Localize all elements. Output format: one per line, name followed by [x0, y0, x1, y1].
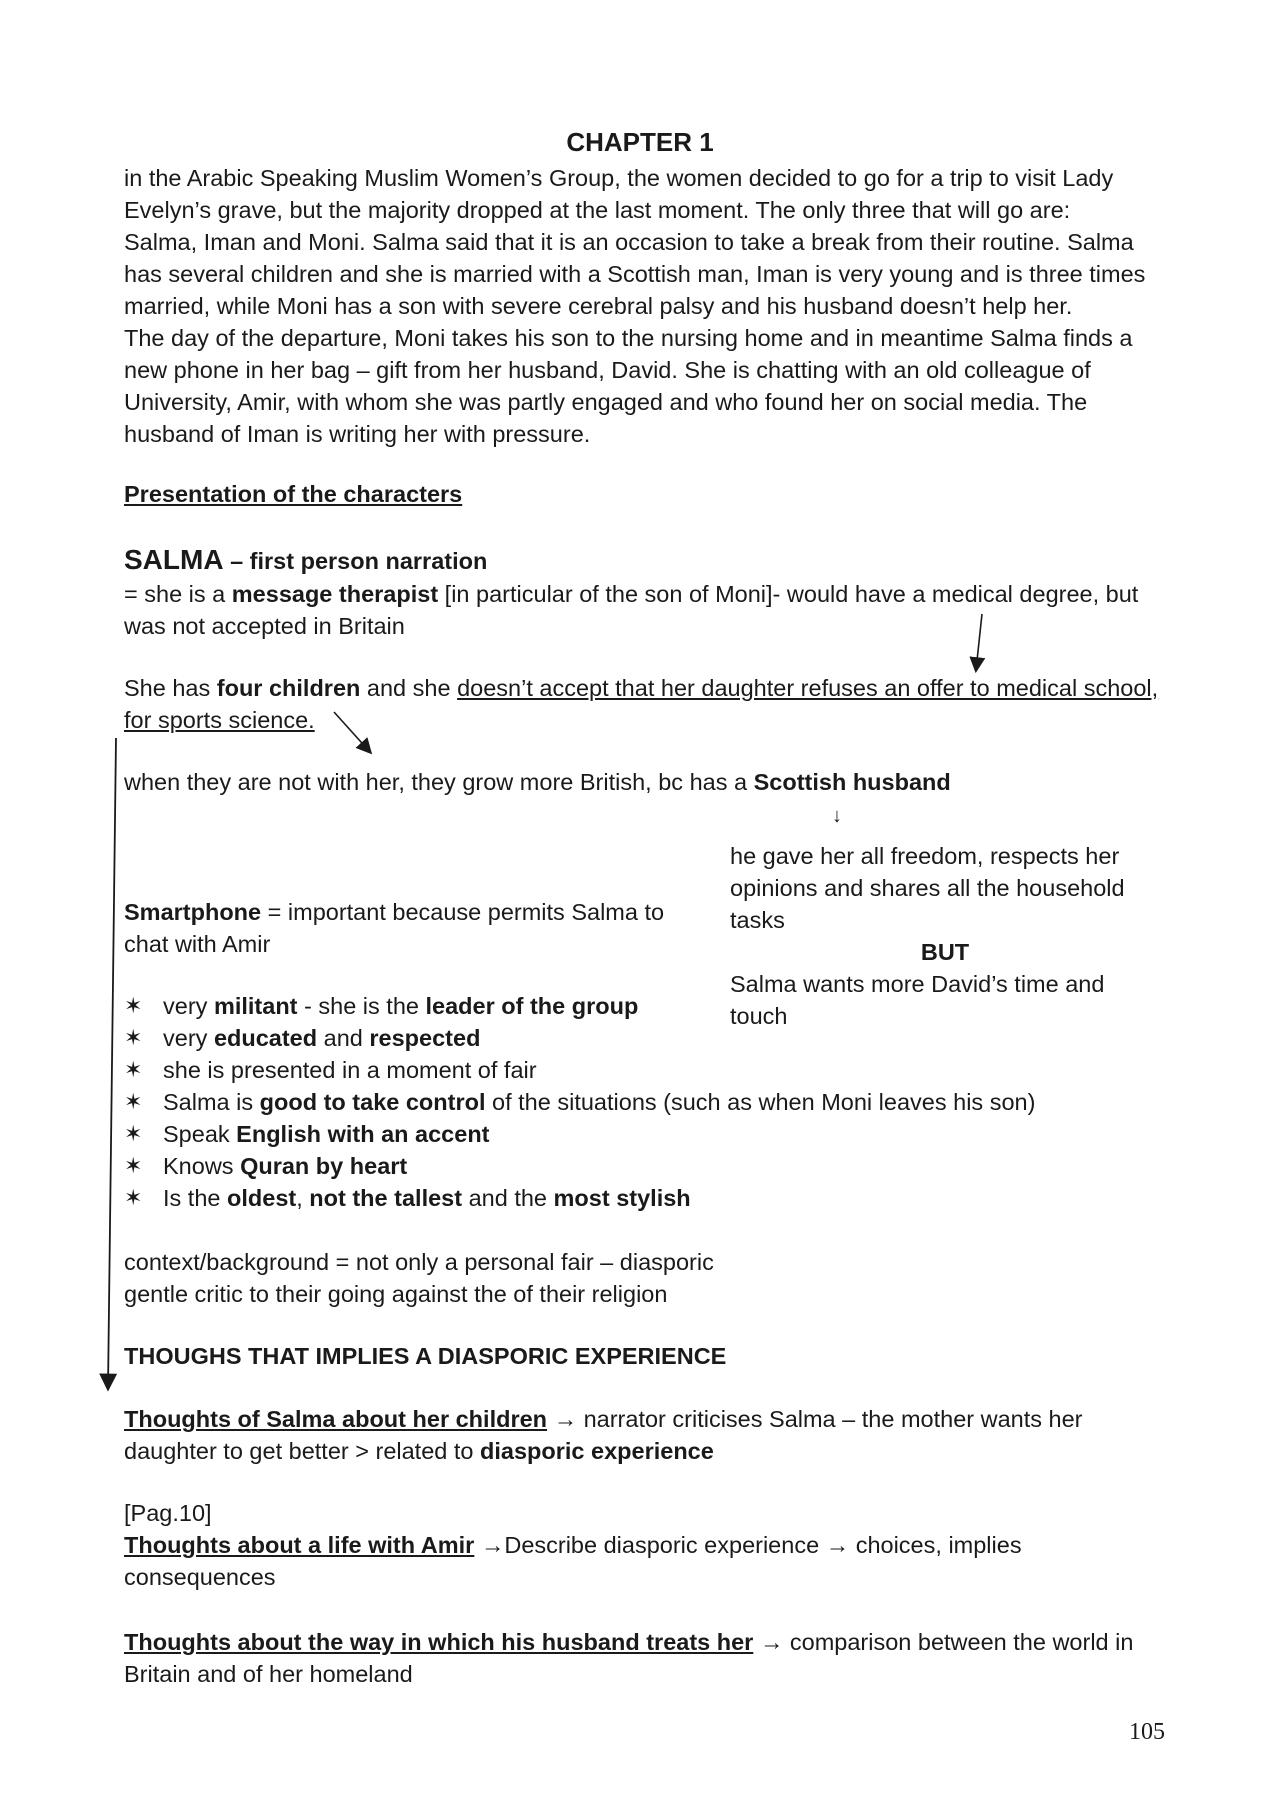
trait-text: Is the oldest, not the tallest and the most stylish: [163, 1185, 691, 1211]
trait-item: [124, 1054, 1035, 1086]
husband-description: he gave her all freedom, respects her opinions and shares all the household tasks: [730, 843, 1125, 933]
salma-name: SALMA: [124, 544, 224, 575]
salma-job-line2: was not accepted in Britain: [124, 613, 405, 639]
page-reference: [Pag.10]: [124, 1500, 212, 1526]
arrow-to-medical-school-icon: [976, 614, 982, 670]
trait-text: very militant - she is the leader of the group: [163, 993, 639, 1019]
intro-line: new phone in her bag – gift from her husband, David. She is chatting with an old colleague of: [124, 357, 1091, 383]
thoughs-heading: THOUGHS THAT IMPLIES A DIASPORIC EXPERIENCE: [124, 1343, 727, 1369]
down-arrow-icon: ↓: [832, 805, 842, 827]
smartphone-bold: Smartphone: [124, 899, 262, 925]
trait-item: [124, 1022, 1035, 1054]
thoughts-amir-line: Thoughts about a life with Amir →Describe diasporic experience → choices, implies: [124, 1532, 1022, 1558]
trait-item: [124, 1150, 1035, 1182]
trait-item: [124, 990, 1035, 1022]
right-arrow-icon: →: [825, 1532, 850, 1558]
smartphone-line: Smartphone = important because permits Salma to: [124, 899, 665, 925]
children-line2: for sports science.: [124, 707, 315, 733]
trait-text: Speak English with an accent: [163, 1121, 490, 1147]
children-bold: four children: [216, 675, 361, 701]
thoughts-husband-line2: Britain and of her homeland: [124, 1661, 413, 1687]
thoughts-children-heading: Thoughts of Salma about her children: [124, 1406, 548, 1432]
trait-text: Knows Quran by heart: [163, 1153, 408, 1179]
but-label: BUT: [920, 939, 970, 965]
intro-line: University, Amir, with whom she was partly engaged and who found her on social media. The: [124, 389, 1088, 415]
smartphone-line2: chat with Amir: [124, 931, 271, 957]
intro-line: married, while Moni has a son with severe cerebral palsy and his husband doesn’t help her.: [124, 293, 1073, 319]
right-arrow-icon: →: [759, 1629, 784, 1655]
page-number: 105: [1129, 1719, 1165, 1745]
intro-line: has several children and she is married with a Scottish man, Iman is very young and is three times: [124, 261, 1146, 287]
presentation-heading-text: Presentation of the characters: [124, 481, 463, 507]
intro-line: Salma, Iman and Moni. Salma said that it is an occasion to take a break from their routine. Salma: [124, 229, 1134, 255]
trait-text: she is presented in a moment of fair: [163, 1057, 537, 1083]
vertical-side-arrow-icon: [108, 738, 116, 1388]
bullet-star-icon: ✶: [124, 1025, 143, 1050]
trait-text: very educated and respected: [163, 1025, 481, 1051]
wants-description: Salma wants more David’s time and touch: [730, 971, 1105, 1029]
thoughts-children-line: Thoughts of Salma about her children → narrator criticises Salma – the mother wants her: [124, 1406, 1083, 1432]
trait-item: [124, 1086, 1035, 1118]
thoughts-children-line2: daughter to get better > related to diasporic experience: [124, 1438, 714, 1464]
job-bold: message therapist: [231, 581, 439, 607]
bullet-star-icon: ✶: [124, 1089, 143, 1114]
bullet-star-icon: ✶: [124, 1121, 143, 1146]
bullet-star-icon: ✶: [124, 1153, 143, 1178]
right-arrow-icon: →: [553, 1406, 578, 1432]
intro-line: Evelyn’s grave, but the majority dropped at the last moment. The only three that will go are:: [124, 197, 1071, 223]
thoughts-amir-line2: consequences: [124, 1564, 276, 1590]
scottish-husband: Scottish husband: [753, 769, 951, 795]
thoughts-husband-heading: Thoughts about the way in which his husband treats her: [124, 1629, 754, 1655]
trait-item: [124, 1118, 1035, 1150]
bullet-star-icon: ✶: [124, 993, 143, 1018]
thoughts-husband-line: Thoughts about the way in which his husband treats her → comparison between the world in: [124, 1629, 1134, 1655]
salma-job-line: = she is a message therapist [in particular of the son of Moni]- would have a medical degree, but: [124, 581, 1139, 607]
presentation-heading: [124, 478, 462, 510]
intro-line: husband of Iman is writing her with pressure.: [124, 421, 591, 447]
trait-item: [124, 1182, 1035, 1214]
context-line2: gentle critic to their going against the of their religion: [124, 1281, 668, 1307]
children-line: She has four children and she doesn’t accept that her daughter refuses an offer to medical school,: [124, 675, 1159, 701]
salma-traits-list: [124, 990, 1035, 1214]
salma-subtitle: – first person narration: [230, 548, 488, 574]
trait-text: Salma is good to take control of the situations (such as when Moni leaves his son): [163, 1089, 1036, 1115]
salma-heading: [124, 544, 487, 577]
arrow-to-british-line-icon: [334, 712, 370, 752]
right-arrow-icon: →: [480, 1532, 505, 1558]
intro-line: The day of the departure, Moni takes his son to the nursing home and in meantime Salma finds a: [124, 325, 1133, 351]
bullet-star-icon: ✶: [124, 1185, 143, 1210]
bullet-star-icon: ✶: [124, 1057, 143, 1082]
chapter-title: CHAPTER 1: [566, 127, 714, 157]
intro-line: in the Arabic Speaking Muslim Women’s Group, the women decided to go for a trip to visit Lady: [124, 165, 1114, 191]
british-line: when they are not with her, they grow more British, bc has a Scottish husband: [124, 769, 951, 795]
children-underlined: doesn’t accept that her daughter refuses an offer to medical school,: [457, 675, 1159, 701]
thoughts-amir-heading: Thoughts about a life with Amir: [124, 1532, 475, 1558]
context-line1: context/background = not only a personal fair – diasporic: [124, 1249, 714, 1275]
